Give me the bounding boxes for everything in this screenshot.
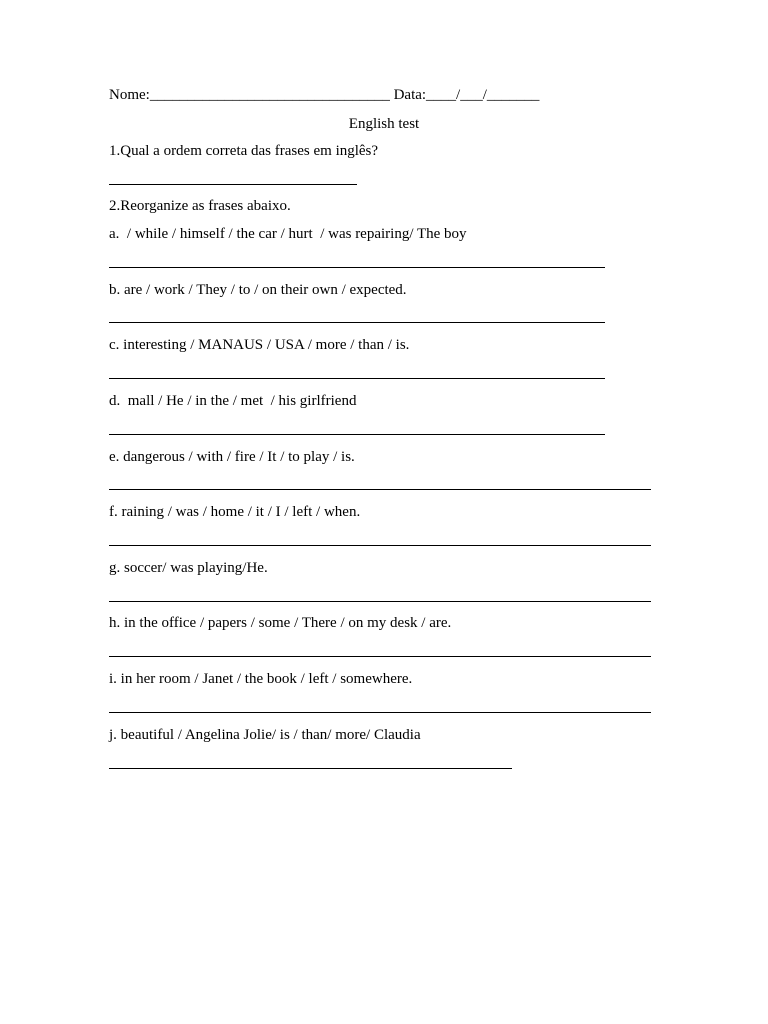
answer-line-a [109,267,605,268]
page-title: English test [348,116,420,132]
question-2-item-b: b. are / work / They / to / on their own / expected. [109,282,407,298]
answer-line-h [109,656,651,657]
question-2-item-h: h. in the office / papers / some / There / on my desk / are. [109,615,452,631]
question-2-item-g: g. soccer/ was playing/He. [109,560,268,576]
question-2-item-e: e. dangerous / with / fire / It / to play / is. [109,449,355,465]
answer-line-d [109,434,605,435]
question-1-answer-line [109,184,357,185]
question-2-item-f: f. raining / was / home / it / I / left / when. [109,504,361,520]
question-2-prompt: 2.Reorganize as frases abaixo. [109,198,291,214]
answer-line-g [109,601,651,602]
answer-line-b [109,322,605,323]
answer-line-j [109,768,512,769]
question-2-item-a: a. / while / himself / the car / hurt / was repairing/ The boy [109,226,467,242]
answer-line-e [109,489,651,490]
answer-line-c [109,378,605,379]
answer-line-i [109,712,651,713]
answer-line-f [109,545,651,546]
name-date-line: Nome:________________________________ Data:____/___/_______ [109,87,540,103]
question-2-item-c: c. interesting / MANAUS / USA / more / than / is. [109,337,410,353]
question-2-item-j: j. beautiful / Angelina Jolie/ is / than/ more/ Claudia [109,727,421,743]
question-2-item-i: i. in her room / Janet / the book / left / somewhere. [109,671,413,687]
question-1-prompt: 1.Qual a ordem correta das frases em inglês? [109,143,379,159]
question-2-item-d: d. mall / He / in the / met / his girlfriend [109,393,357,409]
